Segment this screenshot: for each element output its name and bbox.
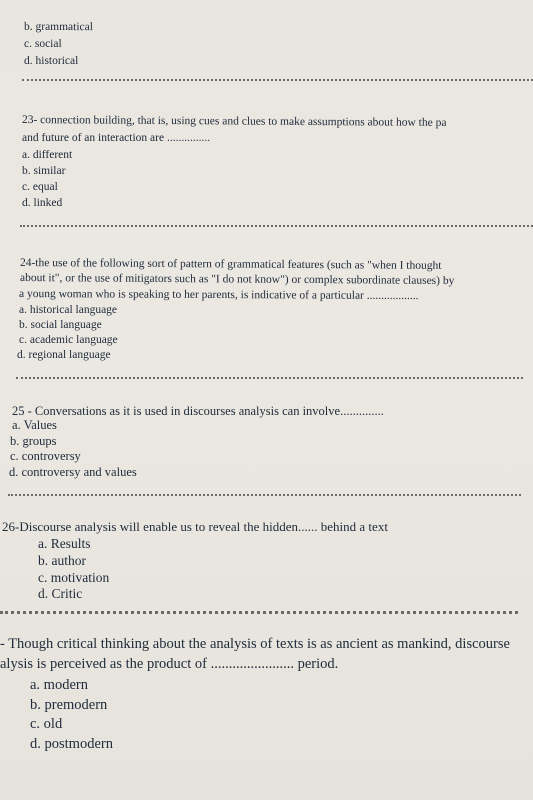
question-24-option-c: c. academic language bbox=[19, 334, 118, 346]
question-23-option-d: d. linked bbox=[22, 197, 63, 209]
question-25-option-c: c. controversy bbox=[10, 449, 81, 463]
question-26-option-a: a. Results bbox=[38, 536, 91, 551]
question-24-option-d: d. regional language bbox=[17, 349, 111, 361]
separator bbox=[20, 225, 533, 227]
question-27-text-line-2: alysis is perceived as the product of ....................... period. bbox=[0, 656, 339, 672]
separator bbox=[16, 377, 523, 379]
question-25-option-d: d. controversy and values bbox=[9, 465, 137, 479]
option-c: c. social bbox=[24, 38, 62, 50]
question-23-option-c: c. equal bbox=[22, 181, 58, 193]
question-23-option-a: a. different bbox=[22, 149, 73, 161]
question-24-option-b: b. social language bbox=[19, 319, 102, 331]
question-23-text-line-2: and future of an interaction are ............... bbox=[22, 132, 211, 144]
question-24-text-line-1: 24-the use of the following sort of pattern of grammatical features (such as "when I thought bbox=[19, 257, 442, 272]
separator bbox=[0, 611, 518, 614]
question-27-option-b: b. premodern bbox=[30, 697, 108, 713]
question-26-option-d: d. Critic bbox=[38, 586, 83, 601]
question-25-option-a: a. Values bbox=[12, 418, 57, 432]
question-24-text-line-3: a young woman who is speaking to her parents, is indicative of a particular .................. bbox=[18, 288, 419, 303]
question-24-text-line-2: about it", or the use of mitigators such as "I do not know") or complex subordinate clauses) by bbox=[19, 272, 455, 288]
question-27-option-c: c. old bbox=[30, 716, 63, 732]
question-27-option-a: a. modern bbox=[30, 677, 88, 693]
question-25-text: 25 - Conversations as it is used in discourses analysis can involve.............. bbox=[12, 404, 384, 418]
question-25-option-b: b. groups bbox=[10, 434, 57, 448]
question-27-option-d: d. postmodern bbox=[30, 736, 113, 752]
separator bbox=[8, 494, 521, 496]
bleed-through-text bbox=[300, 14, 303, 26]
question-26-option-c: c. motivation bbox=[38, 570, 110, 585]
question-24-option-a: a. historical language bbox=[19, 304, 118, 316]
question-23-text-line-1: 23- connection building, that is, using cues and clues to make assumptions about how the pa bbox=[21, 114, 447, 129]
option-d: d. historical bbox=[24, 55, 79, 67]
question-26-text: 26-Discourse analysis will enable us to reveal the hidden...... behind a text bbox=[2, 519, 388, 534]
question-26-option-b: b. author bbox=[38, 553, 86, 568]
separator bbox=[22, 79, 533, 81]
question-27-text-line-1: - Though critical thinking about the analysis of texts is as ancient as mankind, discourse bbox=[0, 636, 510, 652]
option-b: b. grammatical bbox=[23, 20, 94, 34]
question-23-option-b: b. similar bbox=[22, 165, 66, 177]
